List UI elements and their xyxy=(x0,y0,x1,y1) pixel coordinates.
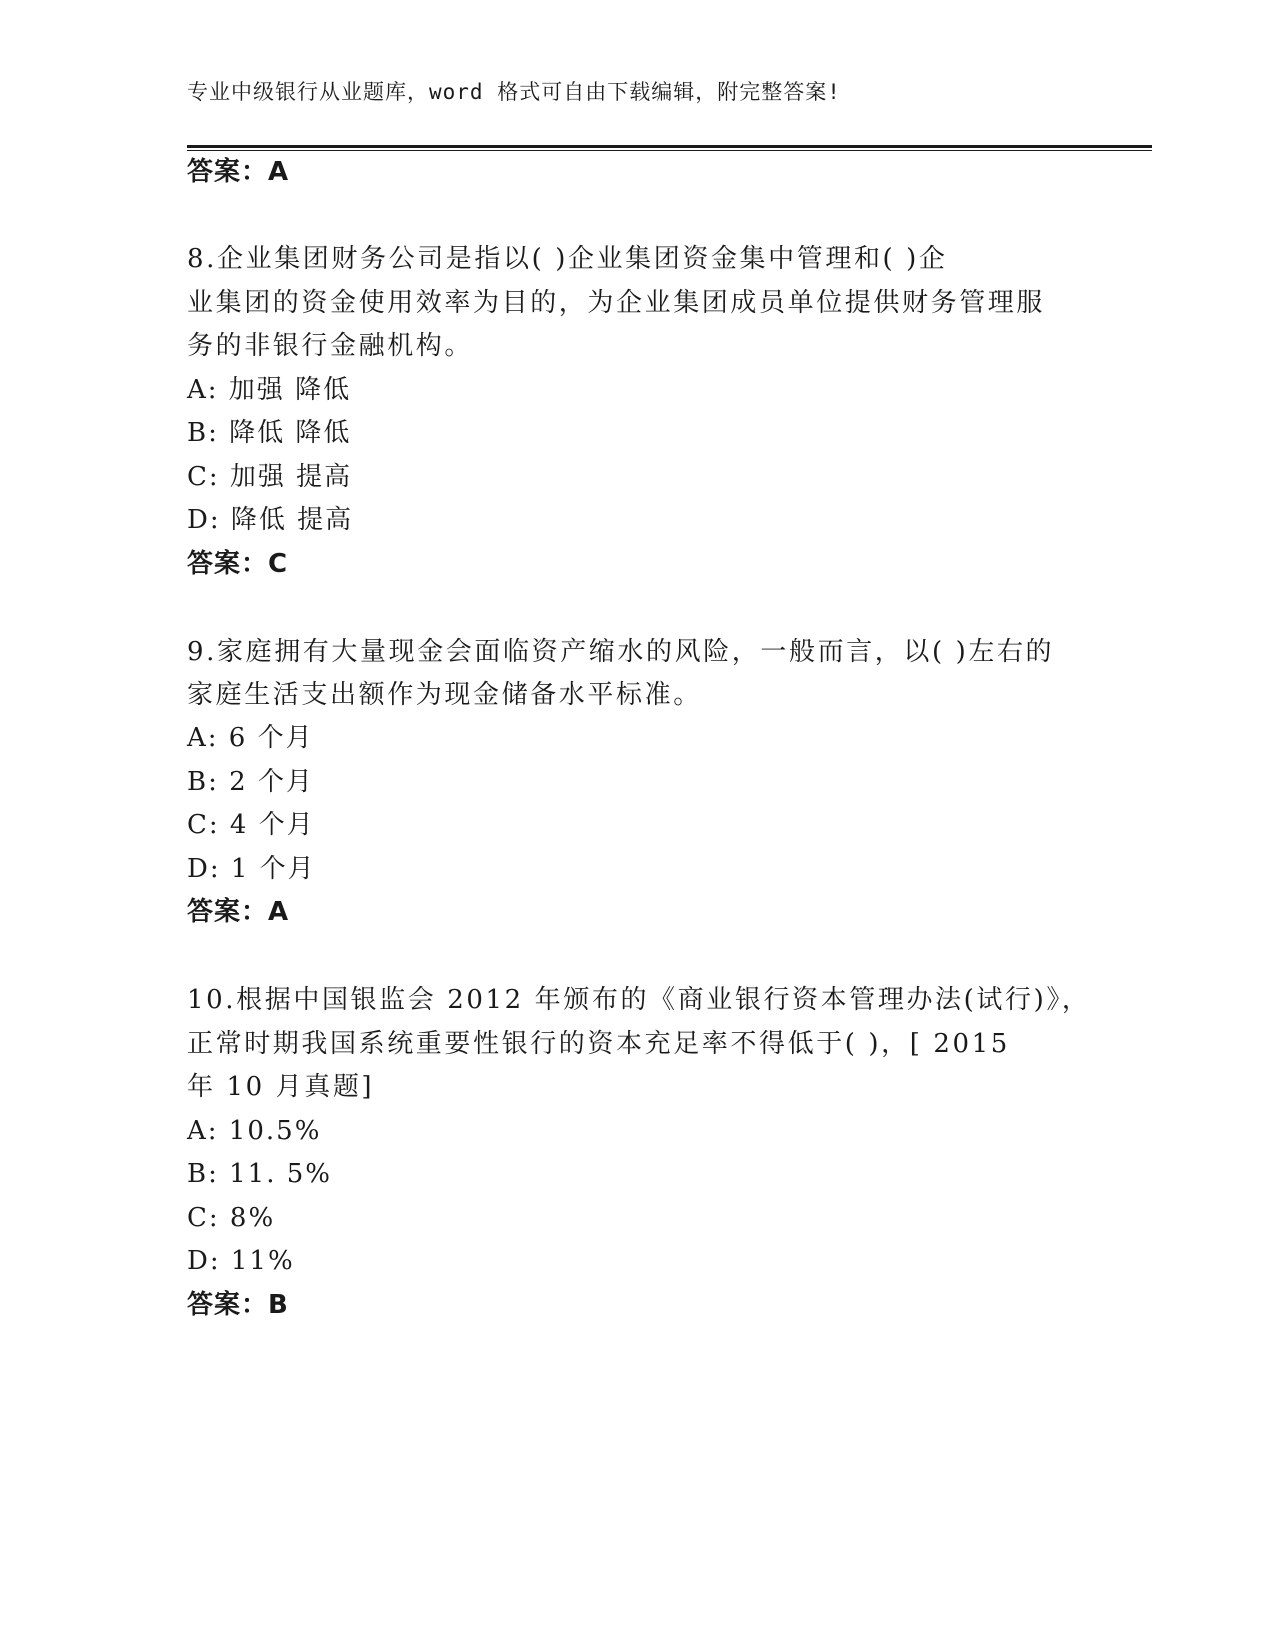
question-8-text-line-1: 8.企业集团财务公司是指以( )企业集团资金集中管理和( )企 xyxy=(187,244,948,274)
question-9-answer: 答案：A xyxy=(187,897,290,927)
question-8-option-a: A: 加强 降低 xyxy=(187,375,352,405)
question-8-text-line-2: 业集团的资金使用效率为目的，为企业集团成员单位提供财务管理服 xyxy=(187,288,1046,318)
question-8-option-b: B: 降低 降低 xyxy=(187,418,352,448)
header-divider xyxy=(187,145,1152,148)
question-10-answer: 答案：B xyxy=(187,1290,289,1320)
question-9-option-c: C: 4 个月 xyxy=(187,810,315,840)
question-9-option-d: D: 1 个月 xyxy=(187,854,316,884)
question-10-option-c: C: 8% xyxy=(187,1203,276,1233)
header-divider-thin xyxy=(187,150,1152,151)
question-8-text-line-3: 务的非银行金融机构。 xyxy=(187,331,474,361)
question-8-option-c: C: 加强 提高 xyxy=(187,462,353,492)
question-8-option-d: D: 降低 提高 xyxy=(187,505,354,535)
question-9-text-line-2: 家庭生活支出额作为现金储备水平标准。 xyxy=(187,680,702,710)
question-10-option-b: B: 11. 5% xyxy=(187,1159,332,1189)
answer-previous: 答案：A xyxy=(187,157,290,187)
question-10-option-d: D: 11% xyxy=(187,1246,295,1276)
question-9-option-a: A: 6 个月 xyxy=(187,723,314,753)
question-10-option-a: A: 10.5% xyxy=(187,1116,322,1146)
page-header: 专业中级银行从业题库，word 格式可自由下载编辑，附完整答案! xyxy=(187,80,841,104)
question-10-text-line-2: 正常时期我国系统重要性银行的资本充足率不得低于( )，[ 2015 xyxy=(187,1029,1010,1059)
question-8-answer: 答案：C xyxy=(187,549,289,579)
question-9-option-b: B: 2 个月 xyxy=(187,767,314,797)
question-9-text-line-1: 9.家庭拥有大量现金会面临资产缩水的风险，一般而言，以( )左右的 xyxy=(187,637,1055,667)
question-10-text-line-3: 年 10 月真题] xyxy=(187,1072,375,1102)
question-10-text-line-1: 10.根据中国银监会 2012 年颁布的《商业银行资本管理办法(试行)》， xyxy=(187,985,1091,1015)
